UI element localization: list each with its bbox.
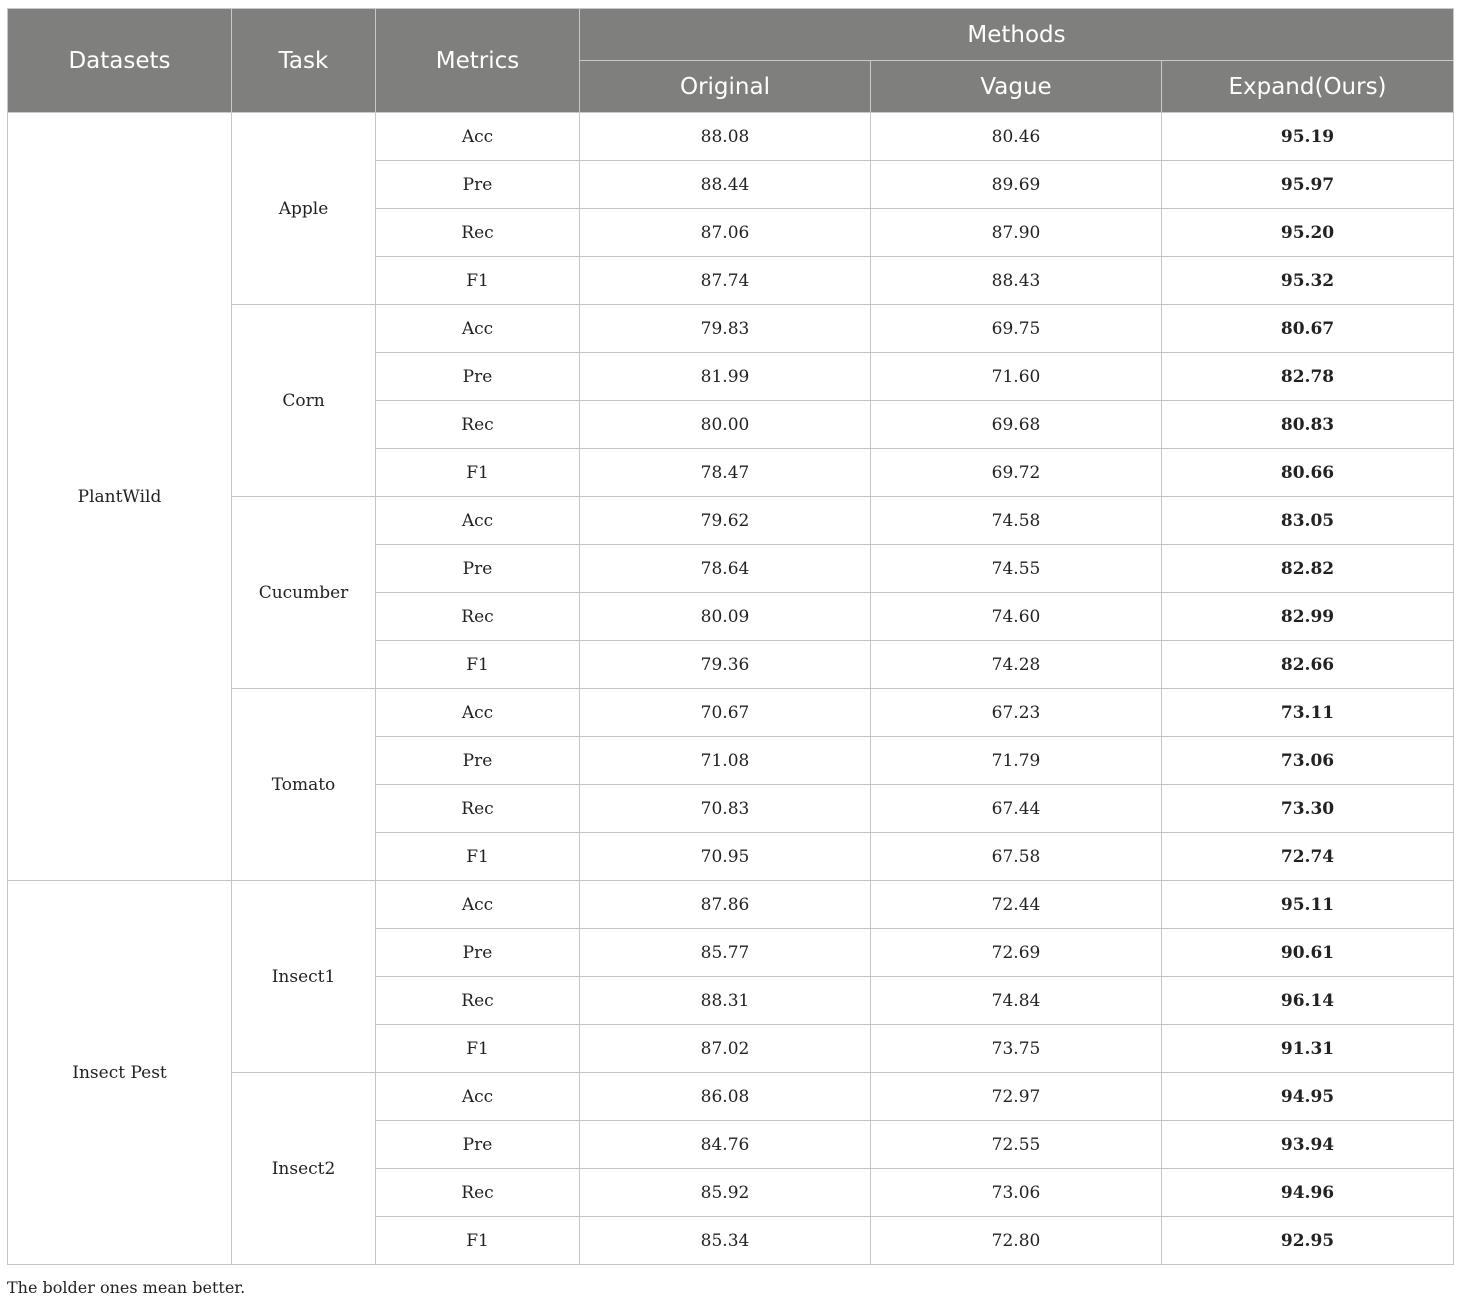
task-cell: Apple [232, 113, 376, 305]
original-value-cell: 85.77 [580, 929, 871, 977]
vague-value-cell: 74.28 [871, 641, 1162, 689]
expand-value-cell: 90.61 [1162, 929, 1454, 977]
vague-value-cell: 87.90 [871, 209, 1162, 257]
original-value-cell: 70.83 [580, 785, 871, 833]
task-cell: Insect2 [232, 1073, 376, 1265]
metric-cell: F1 [376, 1025, 580, 1073]
dataset-cell: PlantWild [8, 113, 232, 881]
vague-value-cell: 88.43 [871, 257, 1162, 305]
vague-value-cell: 69.68 [871, 401, 1162, 449]
table-footnote: The bolder ones mean better. [7, 1278, 246, 1297]
table-header [8, 9, 1454, 113]
metric-cell: Rec [376, 1169, 580, 1217]
header-vague: Vague [871, 61, 1162, 113]
metric-cell: Rec [376, 593, 580, 641]
original-value-cell: 87.02 [580, 1025, 871, 1073]
expand-value-cell: 92.95 [1162, 1217, 1454, 1265]
task-cell: Cucumber [232, 497, 376, 689]
table-body [8, 113, 1454, 1265]
expand-value-cell: 95.11 [1162, 881, 1454, 929]
metric-cell: Rec [376, 977, 580, 1025]
expand-value-cell: 73.06 [1162, 737, 1454, 785]
vague-value-cell: 74.58 [871, 497, 1162, 545]
metric-cell: Pre [376, 545, 580, 593]
original-value-cell: 88.08 [580, 113, 871, 161]
metric-cell: Acc [376, 689, 580, 737]
metric-cell: F1 [376, 833, 580, 881]
header-expand: Expand(Ours) [1162, 61, 1454, 113]
metric-cell: F1 [376, 1217, 580, 1265]
vague-value-cell: 71.79 [871, 737, 1162, 785]
vague-value-cell: 72.97 [871, 1073, 1162, 1121]
metric-cell: Pre [376, 737, 580, 785]
task-cell: Tomato [232, 689, 376, 881]
expand-value-cell: 82.66 [1162, 641, 1454, 689]
metric-cell: Acc [376, 881, 580, 929]
metric-cell: Acc [376, 497, 580, 545]
expand-value-cell: 73.11 [1162, 689, 1454, 737]
vague-value-cell: 71.60 [871, 353, 1162, 401]
expand-value-cell: 82.99 [1162, 593, 1454, 641]
vague-value-cell: 72.55 [871, 1121, 1162, 1169]
expand-value-cell: 95.19 [1162, 113, 1454, 161]
vague-value-cell: 67.58 [871, 833, 1162, 881]
original-value-cell: 79.83 [580, 305, 871, 353]
original-value-cell: 79.62 [580, 497, 871, 545]
original-value-cell: 88.44 [580, 161, 871, 209]
vague-value-cell: 73.75 [871, 1025, 1162, 1073]
vague-value-cell: 72.80 [871, 1217, 1162, 1265]
original-value-cell: 78.47 [580, 449, 871, 497]
header-metrics: Metrics [376, 9, 580, 113]
metric-cell: Pre [376, 161, 580, 209]
expand-value-cell: 72.74 [1162, 833, 1454, 881]
results-table [7, 8, 1454, 1265]
original-value-cell: 80.00 [580, 401, 871, 449]
original-value-cell: 84.76 [580, 1121, 871, 1169]
metric-cell: Acc [376, 305, 580, 353]
original-value-cell: 71.08 [580, 737, 871, 785]
expand-value-cell: 95.32 [1162, 257, 1454, 305]
original-value-cell: 70.95 [580, 833, 871, 881]
expand-value-cell: 82.82 [1162, 545, 1454, 593]
vague-value-cell: 69.72 [871, 449, 1162, 497]
original-value-cell: 85.34 [580, 1217, 871, 1265]
header-original: Original [580, 61, 871, 113]
header-methods: Methods [580, 9, 1454, 61]
expand-value-cell: 95.20 [1162, 209, 1454, 257]
expand-value-cell: 83.05 [1162, 497, 1454, 545]
vague-value-cell: 73.06 [871, 1169, 1162, 1217]
expand-value-cell: 94.96 [1162, 1169, 1454, 1217]
vague-value-cell: 89.69 [871, 161, 1162, 209]
task-cell: Corn [232, 305, 376, 497]
vague-value-cell: 72.69 [871, 929, 1162, 977]
header-datasets: Datasets [8, 9, 232, 113]
task-cell: Insect1 [232, 881, 376, 1073]
expand-value-cell: 95.97 [1162, 161, 1454, 209]
expand-value-cell: 82.78 [1162, 353, 1454, 401]
expand-value-cell: 80.67 [1162, 305, 1454, 353]
metric-cell: Pre [376, 353, 580, 401]
metric-cell: Rec [376, 785, 580, 833]
table-row [8, 113, 1454, 161]
metric-cell: Pre [376, 929, 580, 977]
vague-value-cell: 74.60 [871, 593, 1162, 641]
expand-value-cell: 73.30 [1162, 785, 1454, 833]
vague-value-cell: 74.55 [871, 545, 1162, 593]
metric-cell: Pre [376, 1121, 580, 1169]
original-value-cell: 87.86 [580, 881, 871, 929]
vague-value-cell: 80.46 [871, 113, 1162, 161]
original-value-cell: 80.09 [580, 593, 871, 641]
expand-value-cell: 80.66 [1162, 449, 1454, 497]
original-value-cell: 87.06 [580, 209, 871, 257]
original-value-cell: 88.31 [580, 977, 871, 1025]
metric-cell: F1 [376, 449, 580, 497]
expand-value-cell: 96.14 [1162, 977, 1454, 1025]
table-row [8, 881, 1454, 929]
metric-cell: Rec [376, 401, 580, 449]
vague-value-cell: 74.84 [871, 977, 1162, 1025]
expand-value-cell: 91.31 [1162, 1025, 1454, 1073]
header-task: Task [232, 9, 376, 113]
original-value-cell: 78.64 [580, 545, 871, 593]
metric-cell: Acc [376, 1073, 580, 1121]
vague-value-cell: 72.44 [871, 881, 1162, 929]
original-value-cell: 70.67 [580, 689, 871, 737]
original-value-cell: 85.92 [580, 1169, 871, 1217]
original-value-cell: 79.36 [580, 641, 871, 689]
vague-value-cell: 69.75 [871, 305, 1162, 353]
dataset-cell: Insect Pest [8, 881, 232, 1265]
metric-cell: Rec [376, 209, 580, 257]
vague-value-cell: 67.44 [871, 785, 1162, 833]
metric-cell: Acc [376, 113, 580, 161]
expand-value-cell: 80.83 [1162, 401, 1454, 449]
original-value-cell: 87.74 [580, 257, 871, 305]
vague-value-cell: 67.23 [871, 689, 1162, 737]
expand-value-cell: 94.95 [1162, 1073, 1454, 1121]
metric-cell: F1 [376, 257, 580, 305]
original-value-cell: 86.08 [580, 1073, 871, 1121]
metric-cell: F1 [376, 641, 580, 689]
original-value-cell: 81.99 [580, 353, 871, 401]
expand-value-cell: 93.94 [1162, 1121, 1454, 1169]
